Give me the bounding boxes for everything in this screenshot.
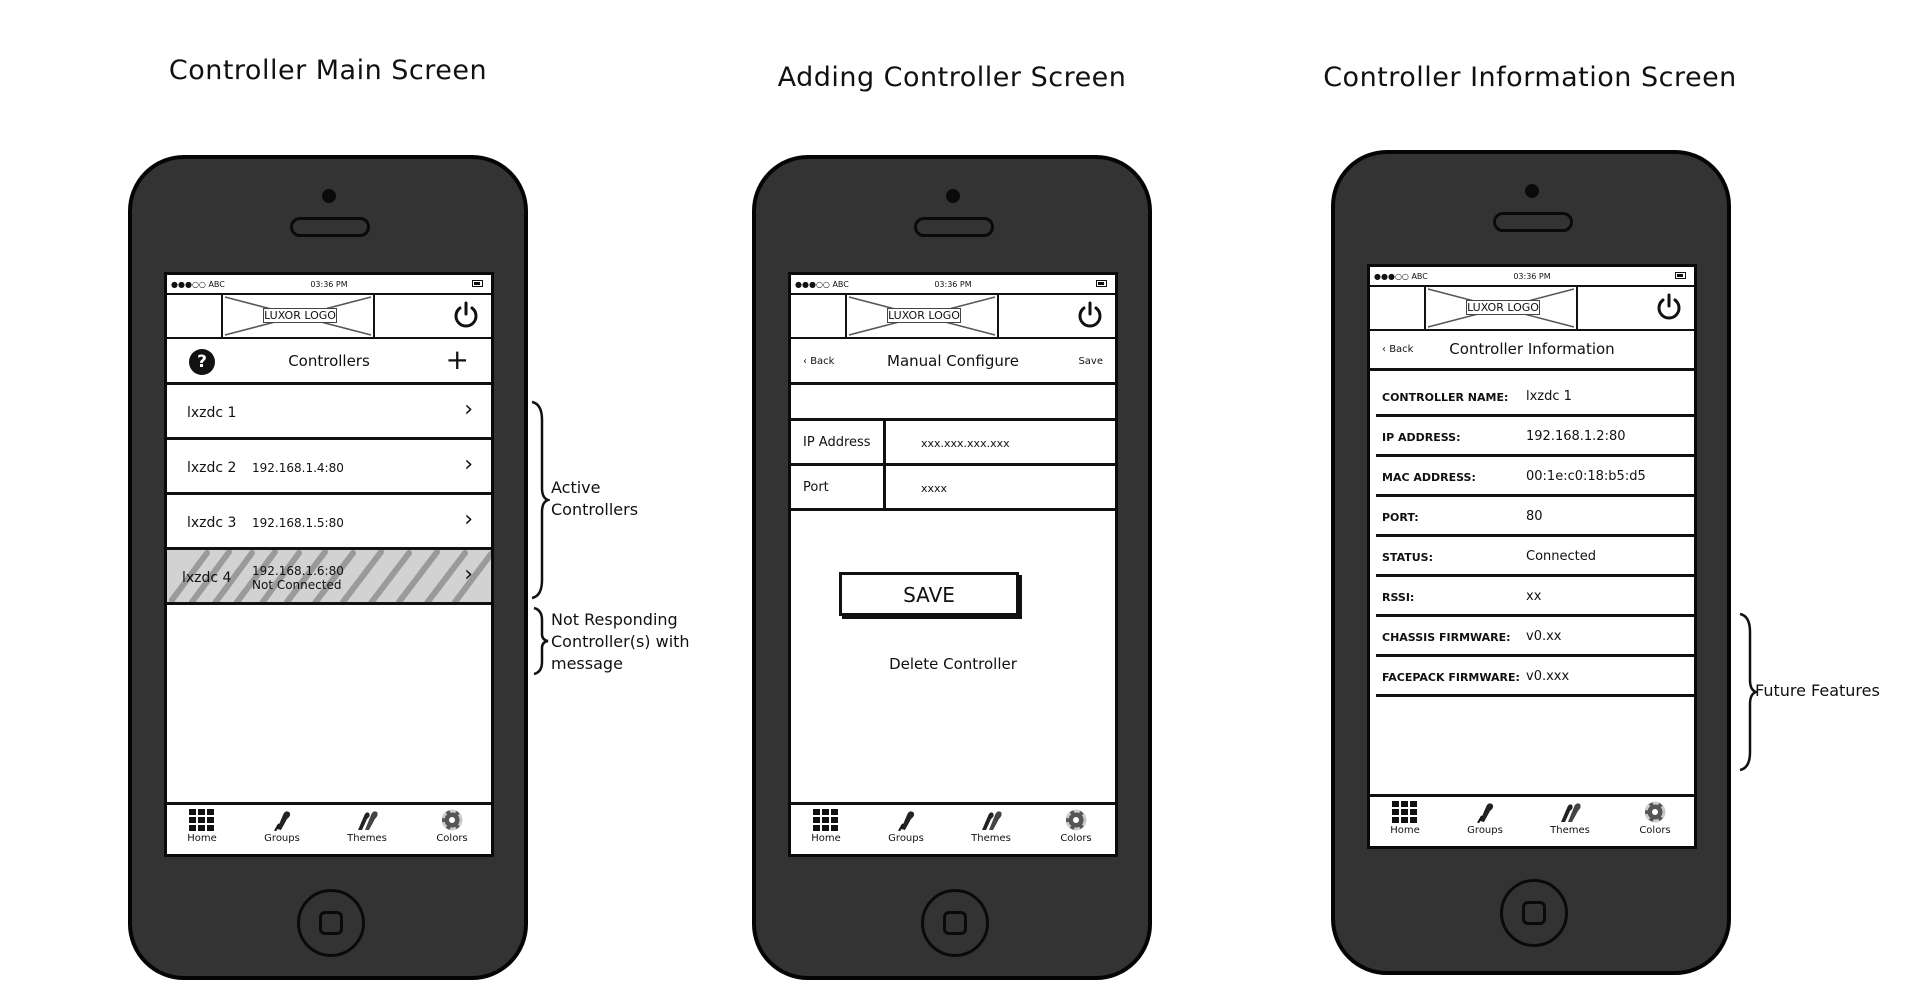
info-value: xx [1526,589,1542,604]
port-label: Port [803,480,829,495]
info-label: PORT: [1382,511,1419,524]
ip-address-row [791,421,1115,466]
tab-label: Groups [264,833,300,844]
form-divider [883,466,886,508]
grid-icon [1392,801,1418,823]
info-row-status [1376,537,1694,577]
info-row-facepack-firmware [1376,657,1694,697]
controller-name: lxzdc 3 [187,515,237,531]
nav-bar-controller-information [1370,331,1694,371]
title-adding-screen: Adding Controller Screen [777,62,1127,93]
back-button[interactable]: ‹ Back [1382,344,1414,355]
camera-dot [946,189,960,203]
tab-themes[interactable] [956,809,1026,844]
info-label: STATUS: [1382,551,1433,564]
annotation-line: Active [551,478,601,497]
home-button[interactable] [297,889,365,957]
form-divider [883,421,886,463]
logo-bar [1370,287,1694,331]
back-label: Back [1389,344,1414,355]
nav-title: Manual Configure [887,352,1019,370]
power-icon[interactable] [1654,292,1684,322]
camera-dot [1525,184,1539,198]
annotation-not-responding [551,609,690,675]
ip-address-field[interactable]: xxx.xxx.xxx.xxx [921,437,1010,450]
grid-icon [189,809,215,831]
bulb-icon [269,809,295,831]
title-main-screen: Controller Main Screen [168,55,488,86]
tab-label: Colors [1639,825,1671,836]
tab-groups[interactable] [247,809,317,844]
save-link[interactable]: Save [1078,356,1103,367]
info-row-controller-name [1376,377,1694,417]
info-value: lxzdc 1 [1526,389,1572,404]
logo-bar-left-cell [167,295,223,337]
status-bar [791,275,1115,295]
tab-groups[interactable] [871,809,941,844]
add-controller-icon[interactable]: + [445,343,469,376]
phone-main [128,155,528,980]
home-square-icon [943,911,967,935]
info-row-chassis-firmware [1376,617,1694,657]
help-icon[interactable]: ? [189,349,215,375]
logo-bar [791,295,1115,339]
annotation-line: Controllers [551,500,639,519]
tab-home[interactable] [791,809,861,844]
annotation-line: Not Responding [551,610,678,629]
home-square-icon [319,911,343,935]
home-square-icon [1522,901,1546,925]
controller-ip: 192.168.1.6:80 [252,564,344,578]
bulbs-icon [1557,801,1583,823]
status-bar [167,275,491,295]
controller-row-2[interactable] [167,440,491,495]
tab-label: Themes [971,833,1011,844]
info-value: Connected [1526,549,1597,564]
info-label: CHASSIS FIRMWARE: [1382,631,1511,644]
title-info-screen: Controller Information Screen [1323,62,1737,93]
tab-label: Home [811,833,841,844]
info-label: IP ADDRESS: [1382,431,1461,444]
carrier-signal: ●●●○○ ABC [171,280,225,289]
tab-groups[interactable] [1450,801,1520,836]
info-label: FACEPACK FIRMWARE: [1382,671,1520,684]
tab-colors[interactable] [1041,809,1111,844]
battery-icon [472,280,483,287]
grid-icon [813,809,839,831]
color-wheel-icon [439,809,465,831]
info-row-mac-address [1376,457,1694,497]
color-wheel-icon [1063,809,1089,831]
logo-text: LUXOR LOGO [1467,301,1539,314]
delete-controller-link[interactable]: Delete Controller [889,655,1017,673]
tab-label: Groups [888,833,924,844]
annotation-future-features: Future Features [1755,681,1880,700]
tab-bar [1370,794,1694,846]
tab-label: Themes [347,833,387,844]
info-value: v0.xx [1526,629,1562,644]
speaker-slot [290,217,370,237]
status-time: 03:36 PM [310,280,348,289]
tab-colors[interactable] [1620,801,1690,836]
bulb-icon [893,809,919,831]
controller-row-3[interactable] [167,495,491,550]
power-icon[interactable] [1075,300,1105,330]
active-controllers-brace [530,400,550,600]
chevron-right-icon: › [464,452,473,477]
home-button[interactable] [1500,879,1568,947]
controller-row-1[interactable] [167,385,491,440]
annotation-line: message [551,654,623,673]
speaker-slot [1493,212,1573,232]
tab-home[interactable] [1370,801,1440,836]
phone-info [1331,150,1731,975]
back-label: Back [810,356,835,367]
power-icon[interactable] [451,300,481,330]
controller-name: lxzdc 4 [182,570,232,586]
home-button[interactable] [921,889,989,957]
tab-themes[interactable] [332,809,402,844]
color-wheel-icon [1642,801,1668,823]
info-value: 80 [1526,509,1543,524]
ip-address-label: IP Address [803,435,871,450]
save-button[interactable]: SAVE [839,572,1019,616]
logo-placeholder [1426,287,1578,329]
battery-icon [1675,272,1686,279]
logo-text: LUXOR LOGO [264,309,336,322]
tab-label: Colors [1060,833,1092,844]
tab-colors[interactable] [417,809,487,844]
nav-title: Controllers [288,352,370,370]
controller-name: lxzdc 2 [187,460,237,476]
tab-bar [791,802,1115,854]
carrier-signal: ●●●○○ ABC [1374,272,1428,281]
bulbs-icon [354,809,380,831]
tab-label: Colors [436,833,468,844]
nav-title: Controller Information [1449,340,1615,358]
info-label: RSSI: [1382,591,1415,604]
main-screen-display [164,272,494,857]
info-row-ip-address [1376,417,1694,457]
adding-screen-display [788,272,1118,857]
logo-bar-left-cell [1370,287,1426,329]
controller-ip: 192.168.1.4:80 [252,461,344,475]
tab-bar [167,802,491,854]
info-value: 00:1e:c0:18:b5:d5 [1526,469,1646,484]
info-row-rssi [1376,577,1694,617]
info-screen-display [1367,264,1697,849]
annotation-line: Controller(s) with [551,632,690,651]
carrier-signal: ●●●○○ ABC [795,280,849,289]
info-label: CONTROLLER NAME: [1382,391,1509,404]
logo-placeholder [223,295,375,337]
info-label: MAC ADDRESS: [1382,471,1476,484]
tab-label: Groups [1467,825,1503,836]
battery-icon [1096,280,1107,287]
logo-bar-left-cell [791,295,847,337]
info-value: v0.xxx [1526,669,1570,684]
tab-label: Home [187,833,217,844]
tab-themes[interactable] [1535,801,1605,836]
controller-name: lxzdc 1 [187,405,237,421]
phone-adding [752,155,1152,980]
camera-dot [322,189,336,203]
not-responding-brace [532,606,552,676]
status-time: 03:36 PM [934,280,972,289]
status-time: 03:36 PM [1513,272,1551,281]
info-row-port [1376,497,1694,537]
not-connected-message: Not Connected [252,578,342,592]
tab-home[interactable] [167,809,237,844]
controller-ip: 192.168.1.5:80 [252,516,344,530]
chevron-right-icon: › [464,507,473,532]
logo-text: LUXOR LOGO [888,309,960,322]
info-value: 192.168.1.2:80 [1526,429,1626,444]
back-button[interactable]: ‹ Back [803,356,835,367]
speaker-slot [914,217,994,237]
logo-placeholder [847,295,999,337]
form-spacer-row [791,385,1115,421]
port-row [791,466,1115,511]
tab-label: Home [1390,825,1420,836]
controller-row-not-responding[interactable] [167,550,491,605]
nav-bar-manual-configure [791,339,1115,385]
nav-bar-controllers [167,339,491,385]
status-bar [1370,267,1694,287]
chevron-right-icon: › [464,397,473,422]
bulb-icon [1472,801,1498,823]
port-field[interactable]: xxxx [921,482,948,495]
logo-bar [167,295,491,339]
annotation-active-controllers [551,477,638,521]
tab-label: Themes [1550,825,1590,836]
bulbs-icon [978,809,1004,831]
chevron-right-icon: › [464,562,473,587]
